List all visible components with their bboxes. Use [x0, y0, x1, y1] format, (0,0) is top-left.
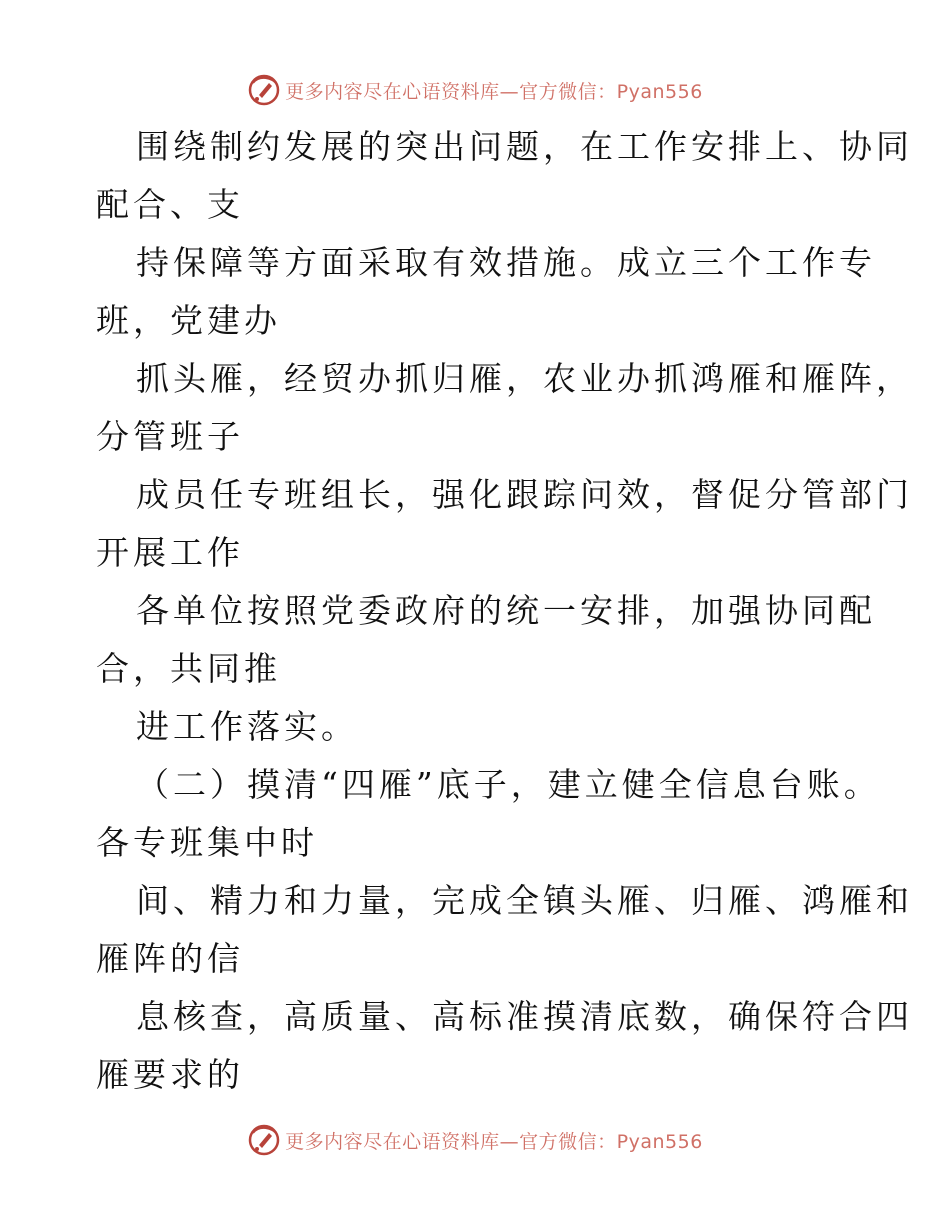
text-line: 合，共同推: [96, 649, 281, 688]
text-line: 息核查，高质量、高标准摸清底数，确保符合四: [136, 997, 913, 1036]
text-line: 各单位按照党委政府的统一安排，加强协同配: [136, 591, 876, 630]
text-line: 配合、支: [96, 185, 244, 224]
text-line: 抓头雁，经贸办抓归雁，农业办抓鸿雁和雁阵，: [136, 359, 913, 398]
pen-nib-logo-icon: [247, 1123, 281, 1157]
header-watermark: [0, 70, 950, 110]
text-line: 各专班集中时: [96, 823, 318, 862]
text-line: 班，党建办: [96, 301, 281, 340]
text-line: 间、精力和力量，完成全镇头雁、归雁、鸿雁和: [136, 881, 913, 920]
text-line: 围绕制约发展的突出问题，在工作安排上、协同: [136, 127, 913, 166]
footer-watermark: [0, 1120, 950, 1160]
text-line: 雁阵的信: [96, 939, 244, 978]
text-line: 雁要求的: [96, 1055, 244, 1094]
text-line: 进工作落实。: [136, 707, 358, 746]
text-line: 持保障等方面采取有效措施。成立三个工作专: [136, 243, 876, 282]
text-line: （二）摸清“四雁”底子，建立健全信息台账。: [136, 765, 881, 804]
text-line: 分管班子: [96, 417, 244, 456]
footer-watermark-text: 更多内容尽在心语资料库—官方微信：Pyan556: [285, 1130, 703, 1153]
header-watermark-text: 更多内容尽在心语资料库—官方微信：Pyan556: [285, 80, 703, 103]
document-body: [96, 118, 913, 1104]
pen-nib-logo-icon: [247, 73, 281, 107]
text-line: 开展工作: [96, 533, 244, 572]
text-line: 成员任专班组长，强化跟踪问效，督促分管部门: [136, 475, 913, 514]
